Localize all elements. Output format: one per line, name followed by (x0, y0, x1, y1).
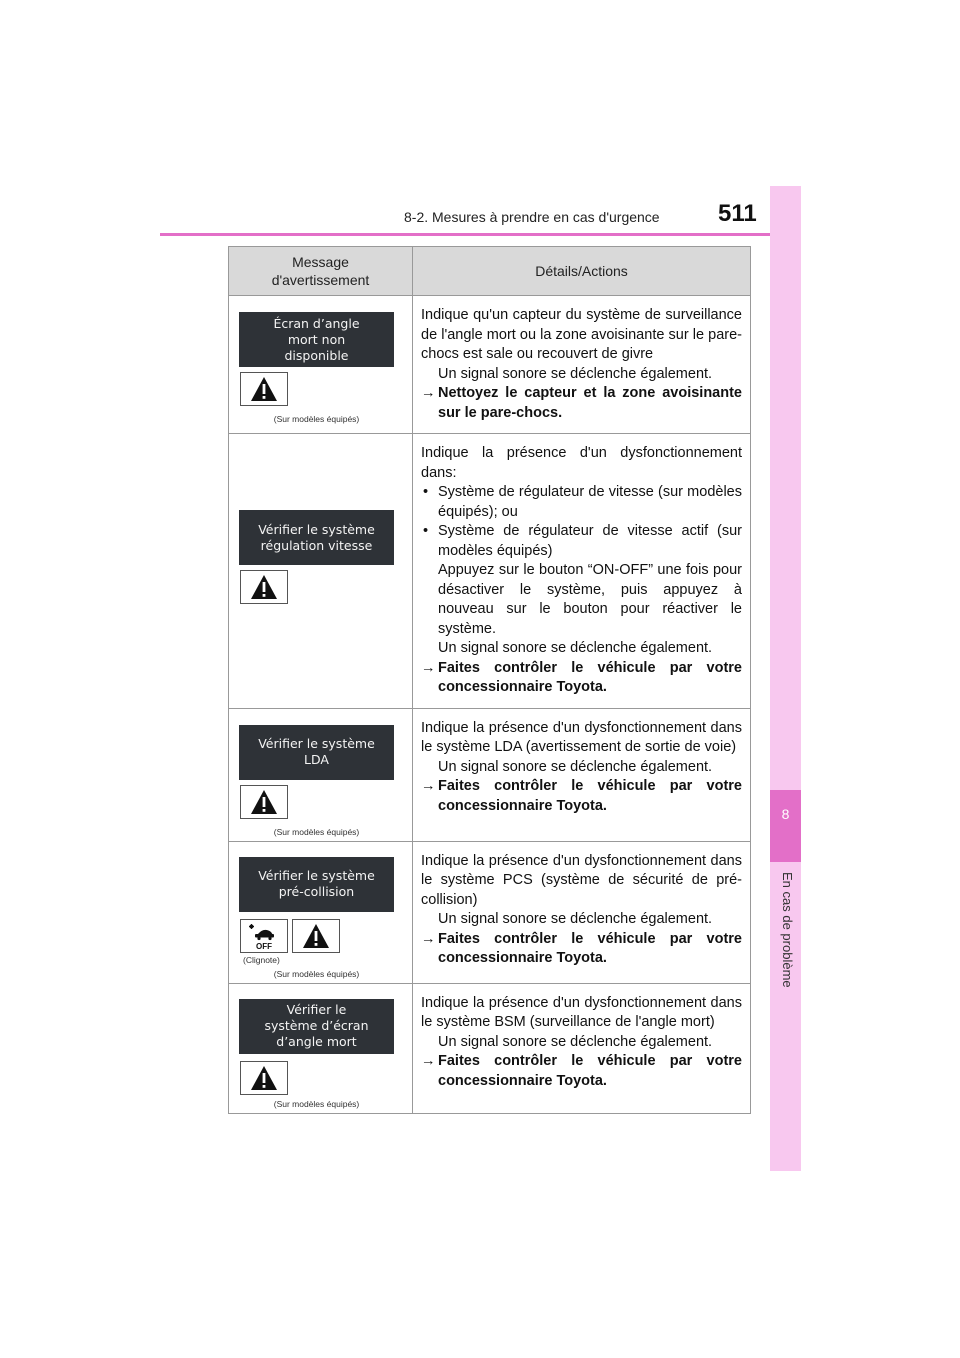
warning-triangle-icon (240, 570, 288, 604)
display-message: Écran d’angle mort non disponible (239, 312, 394, 367)
details-cell (413, 841, 751, 983)
message-cell (229, 708, 413, 841)
table-row (229, 296, 751, 434)
detail-extra: Appuyez sur le bouton “ON-OFF” une fois pour désactiver le système, puis appuyez à nouveau sur le bouton pour réactiver le système. (438, 562, 742, 637)
chapter-label: En cas de problème (780, 872, 795, 988)
message-cell (229, 296, 413, 434)
detail-action: → Faites contrôler le véhicule par votre concessionnaire Toyota. (421, 1053, 742, 1089)
display-message: Vérifier le système pré-collision (239, 857, 394, 912)
display-message: Vérifier le système LDA (239, 725, 394, 780)
chapter-number: 8 (770, 790, 801, 862)
warning-triangle-icon (240, 1061, 288, 1095)
table-row (229, 841, 751, 983)
display-message: Vérifier le système d’écran d’angle mort (239, 999, 394, 1054)
detail-action: → Faites contrôler le véhicule par votre concessionnaire Toyota. (421, 659, 742, 695)
arrow-right-icon: → (421, 1053, 436, 1069)
header-rule (160, 233, 801, 236)
detail-action: → Faites contrôler le véhicule par votre concessionnaire Toyota. (421, 778, 742, 814)
arrow-right-icon: → (421, 659, 436, 676)
detail-bullet: • Système de régulateur de vitesse (sur modèles équipés); ou (423, 484, 742, 520)
detail-signal: Un signal sonore se déclenche également. (438, 1033, 713, 1050)
chapter-tab[interactable] (770, 186, 801, 1171)
details-cell (413, 983, 751, 1113)
display-message: Vérifier le système régulation vitesse (239, 510, 394, 565)
blink-note: (Clignote) (243, 954, 280, 965)
detail-intro: Indique la présence d'un dysfonctionnement dans le système LDA (avertissement de sortie de voie) (421, 719, 742, 755)
equipped-note: (Sur modèles équipés) (273, 968, 360, 979)
pcs-off-icon (240, 919, 288, 953)
table-row (229, 434, 751, 709)
details-cell (413, 708, 751, 841)
detail-intro: Indique la présence d'un dysfonctionnement dans: (421, 445, 742, 481)
detail-intro: Indique la présence d'un dysfonctionnement dans le système BSM (surveillance de l'angle mort) (421, 994, 742, 1030)
equipped-note: (Sur modèles équipés) (273, 1098, 360, 1109)
detail-action: → Nettoyez le capteur et la zone avoisinante sur le pare-chocs. (421, 385, 742, 421)
detail-signal: Un signal sonore se déclenche également. (438, 758, 713, 775)
warning-triangle-icon (240, 372, 288, 406)
detail-intro: Indique la présence d'un dysfonctionnement dans le système PCS (système de sécurité de pré-collision) (421, 852, 742, 908)
table-row (229, 708, 751, 841)
section-title: 8-2. Mesures à prendre en cas d'urgence (404, 209, 660, 225)
arrow-right-icon: → (421, 930, 436, 947)
col-header-message: Message d'avertissement (229, 247, 413, 296)
message-cell (229, 841, 413, 983)
detail-intro: Indique qu'un capteur du système de surveillance de l'angle mort ou la zone avoisinante sur le pare-chocs est sale ou recouvert de givre (421, 307, 742, 362)
table-row (229, 983, 751, 1113)
detail-bullet: • Système de régulateur de vitesse actif (sur modèles équipés) (423, 523, 742, 559)
arrow-right-icon: → (421, 778, 436, 794)
detail-signal: Un signal sonore se déclenche également. (438, 365, 713, 382)
detail-signal: Un signal sonore se déclenche également. (438, 640, 713, 656)
message-cell (229, 434, 413, 709)
svg-text:OFF: OFF (256, 941, 272, 951)
warning-triangle-icon (292, 919, 340, 953)
arrow-right-icon: → (421, 385, 436, 401)
details-cell (413, 296, 751, 434)
equipped-note: (Sur modèles équipés) (273, 826, 360, 837)
detail-signal: Un signal sonore se déclenche également. (438, 911, 713, 927)
warning-messages-table (228, 246, 751, 1114)
details-cell (413, 434, 751, 709)
table-header-row (229, 247, 751, 296)
message-cell (229, 983, 413, 1113)
detail-action: → Faites contrôler le véhicule par votre concessionnaire Toyota. (421, 930, 742, 966)
col-header-details: Détails/Actions (413, 247, 751, 296)
warning-triangle-icon (240, 785, 288, 819)
page-number: 511 (718, 200, 757, 227)
equipped-note: (Sur modèles équipés) (273, 414, 360, 424)
